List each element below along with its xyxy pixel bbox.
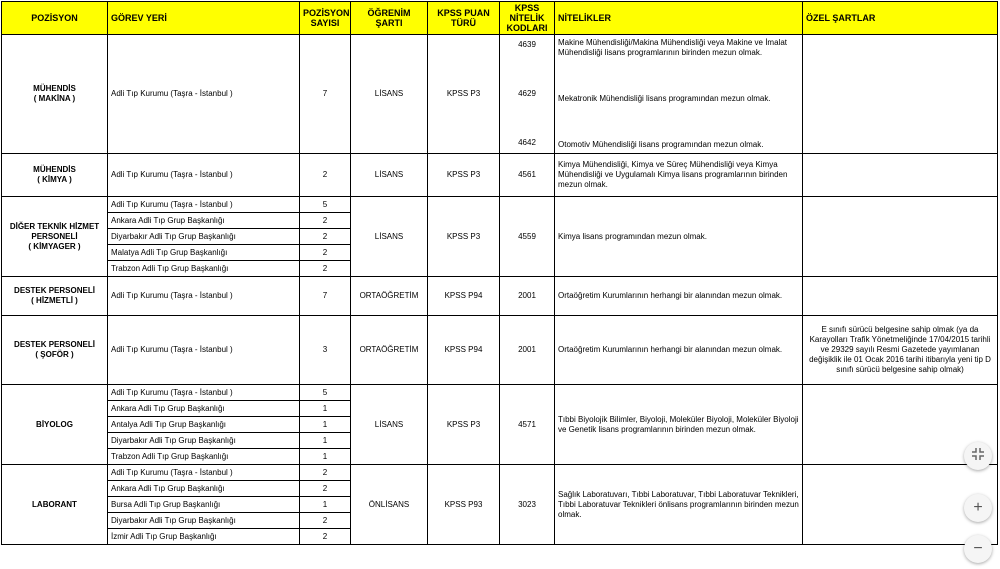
positions-table	[1, 1, 998, 545]
zoom-out-button[interactable]	[964, 535, 992, 563]
gorev-yeri-cell: Adli Tıp Kurumu (Taşra - İstanbul )	[108, 465, 300, 481]
nitelikler-cell: Makine Mühendisliği/Makina Mühendisliği veya Makine ve İmalat Mühendisliği lisans programlarının birinden mezun olmak. Mekatronik Mühendisliği lisans programından mezun olmak. Otomotiv Mühendisliği lisans programından mezun olmak.	[555, 35, 803, 154]
header-gorev-yeri: GÖREV YERİ	[108, 2, 300, 35]
ogrenim-cell: ORTAÖĞRETİM	[351, 277, 428, 316]
gorev-yeri-cell: Adli Tıp Kurumu (Taşra - İstanbul )	[108, 197, 300, 213]
gorev-yeri-cell: Adli Tıp Kurumu (Taşra - İstanbul )	[108, 154, 300, 197]
header-ogrenim: ÖĞRENİM ŞARTI	[351, 2, 428, 35]
pozisyon-cell: DESTEK PERSONELİ ( ŞOFÖR )	[2, 316, 108, 385]
pozisyon-sayisi-cell: 3	[300, 316, 351, 385]
gorev-yeri-cell: Ankara Adli Tıp Grup Başkanlığı	[108, 213, 300, 229]
pozisyon-sayisi-cell: 2	[300, 513, 351, 529]
ozel-sartlar-cell: E sınıfı sürücü belgesine sahip olmak (ya da Karayolları Trafik Yönetmeliğinde 17/04/2015 tarihli ve 29329 sayılı Resmi Gazetede yayımlanan değişiklik ile 01 Ocak 2016 tarihi itibarıyla yeni tip D sınıfı sürücü belgesine sahip olmak)	[803, 316, 998, 385]
pozisyon-cell: BİYOLOG	[2, 385, 108, 465]
table-row	[2, 465, 998, 481]
table-row	[2, 197, 998, 213]
ozel-sartlar-cell	[803, 277, 998, 316]
nitelikler-cell: Sağlık Laboratuvarı, Tıbbi Laboratuvar, Tıbbi Laboratuvar Teknikleri, Tıbbi Laboratuvar Teknikleri önlisans programlarının birinden mezun olmak.	[555, 465, 803, 545]
gorev-yeri-cell: Ankara Adli Tıp Grup Başkanlığı	[108, 401, 300, 417]
pozisyon-sayisi-cell: 5	[300, 197, 351, 213]
nitelikler-cell: Ortaöğretim Kurumlarının herhangi bir alanından mezun olmak.	[555, 316, 803, 385]
table-row	[2, 277, 998, 316]
pozisyon-sayisi-cell: 2	[300, 465, 351, 481]
header-kpss-puan: KPSS PUAN TÜRÜ	[428, 2, 500, 35]
collapse-arrows-icon	[971, 447, 985, 466]
gorev-yeri-cell: Malatya Adli Tıp Grup Başkanlığı	[108, 245, 300, 261]
gorev-yeri-cell: Trabzon Adli Tıp Grup Başkanlığı	[108, 261, 300, 277]
kpss-puan-cell: KPSS P94	[428, 277, 500, 316]
gorev-yeri-cell: Diyarbakır Adli Tıp Grup Başkanlığı	[108, 513, 300, 529]
gorev-yeri-cell: Adli Tıp Kurumu (Taşra - İstanbul )	[108, 277, 300, 316]
pozisyon-sayisi-cell: 1	[300, 433, 351, 449]
ogrenim-cell: LİSANS	[351, 385, 428, 465]
kpss-puan-cell: KPSS P94	[428, 316, 500, 385]
kpss-puan-cell: KPSS P3	[428, 35, 500, 154]
gorev-yeri-cell: Adli Tıp Kurumu (Taşra - İstanbul )	[108, 316, 300, 385]
pozisyon-cell: LABORANT	[2, 465, 108, 545]
gorev-yeri-cell: İzmir Adli Tıp Grup Başkanlığı	[108, 529, 300, 545]
nitelikler-cell: Kimya Mühendisliği, Kimya ve Süreç Mühendisliği veya Kimya Mühendisliği ve Uygulamalı Kimya lisans programlarının birinden mezun olmak.	[555, 154, 803, 197]
pozisyon-sayisi-cell: 1	[300, 417, 351, 433]
header-pozisyon: POZİSYON	[2, 2, 108, 35]
header-kpss-nitelik: KPSS NİTELİK KODLARI	[500, 2, 555, 35]
ozel-sartlar-cell	[803, 35, 998, 154]
kpss-puan-cell: KPSS P3	[428, 197, 500, 277]
ogrenim-cell: LİSANS	[351, 35, 428, 154]
kpss-kod-cell: 4571	[500, 385, 555, 465]
pozisyon-sayisi-cell: 2	[300, 529, 351, 545]
table-row	[2, 35, 998, 154]
kpss-puan-cell: KPSS P93	[428, 465, 500, 545]
table-row	[2, 154, 998, 197]
header-nitelikler: NİTELİKLER	[555, 2, 803, 35]
pozisyon-sayisi-cell: 2	[300, 261, 351, 277]
pozisyon-sayisi-cell: 1	[300, 449, 351, 465]
kpss-kod-cell: 4639 4629 4642	[500, 35, 555, 154]
kpss-kod-cell: 4559	[500, 197, 555, 277]
plus-icon: +	[973, 499, 983, 516]
gorev-yeri-cell: Diyarbakır Adli Tıp Grup Başkanlığı	[108, 433, 300, 449]
pozisyon-sayisi-cell: 5	[300, 385, 351, 401]
collapse-button[interactable]	[964, 442, 992, 470]
kpss-puan-cell: KPSS P3	[428, 385, 500, 465]
kpss-kod-cell: 2001	[500, 277, 555, 316]
nitelikler-cell: Tıbbi Biyolojik Bilimler, Biyoloji, Moleküler Biyoloji, Moleküler Biyoloji ve Genetik lisans programlarının birinden mezun olmak.	[555, 385, 803, 465]
kpss-kod-cell: 2001	[500, 316, 555, 385]
gorev-yeri-cell: Bursa Adli Tıp Grup Başkanlığı	[108, 497, 300, 513]
pozisyon-sayisi-cell: 7	[300, 277, 351, 316]
header-row	[2, 2, 998, 35]
pozisyon-cell: MÜHENDİS ( MAKİNA )	[2, 35, 108, 154]
table-row	[2, 385, 998, 401]
nitelikler-cell: Kimya lisans programından mezun olmak.	[555, 197, 803, 277]
pozisyon-sayisi-cell: 1	[300, 401, 351, 417]
header-pozisyon-sayisi: POZİSYON SAYISI	[300, 2, 351, 35]
ogrenim-cell: ÖNLİSANS	[351, 465, 428, 545]
kpss-kod-cell: 4561	[500, 154, 555, 197]
pozisyon-sayisi-cell: 2	[300, 213, 351, 229]
minus-icon: −	[973, 540, 983, 557]
pozisyon-sayisi-cell: 2	[300, 229, 351, 245]
pozisyon-sayisi-cell: 2	[300, 154, 351, 197]
gorev-yeri-cell: Trabzon Adli Tıp Grup Başkanlığı	[108, 449, 300, 465]
pozisyon-sayisi-cell: 7	[300, 35, 351, 154]
zoom-in-button[interactable]	[964, 494, 992, 522]
kpss-puan-cell: KPSS P3	[428, 154, 500, 197]
ogrenim-cell: LİSANS	[351, 197, 428, 277]
ozel-sartlar-cell	[803, 197, 998, 277]
gorev-yeri-cell: Ankara Adli Tıp Grup Başkanlığı	[108, 481, 300, 497]
ogrenim-cell: ORTAÖĞRETİM	[351, 316, 428, 385]
ogrenim-cell: LİSANS	[351, 154, 428, 197]
pozisyon-sayisi-cell: 1	[300, 497, 351, 513]
pozisyon-cell: DİĞER TEKNİK HİZMET PERSONELİ ( KİMYAGER )	[2, 197, 108, 277]
kpss-kod-cell: 3023	[500, 465, 555, 545]
ozel-sartlar-cell	[803, 154, 998, 197]
pozisyon-sayisi-cell: 2	[300, 481, 351, 497]
table-row	[2, 316, 998, 385]
pozisyon-cell: MÜHENDİS ( KİMYA )	[2, 154, 108, 197]
header-ozel-sartlar: ÖZEL ŞARTLAR	[803, 2, 998, 35]
gorev-yeri-cell: Antalya Adli Tıp Grup Başkanlığı	[108, 417, 300, 433]
nitelikler-cell: Ortaöğretim Kurumlarının herhangi bir alanından mezun olmak.	[555, 277, 803, 316]
gorev-yeri-cell: Adli Tıp Kurumu (Taşra - İstanbul )	[108, 35, 300, 154]
gorev-yeri-cell: Adli Tıp Kurumu (Taşra - İstanbul )	[108, 385, 300, 401]
pozisyon-cell: DESTEK PERSONELİ ( HİZMETLİ )	[2, 277, 108, 316]
gorev-yeri-cell: Diyarbakır Adli Tıp Grup Başkanlığı	[108, 229, 300, 245]
pozisyon-sayisi-cell: 2	[300, 245, 351, 261]
